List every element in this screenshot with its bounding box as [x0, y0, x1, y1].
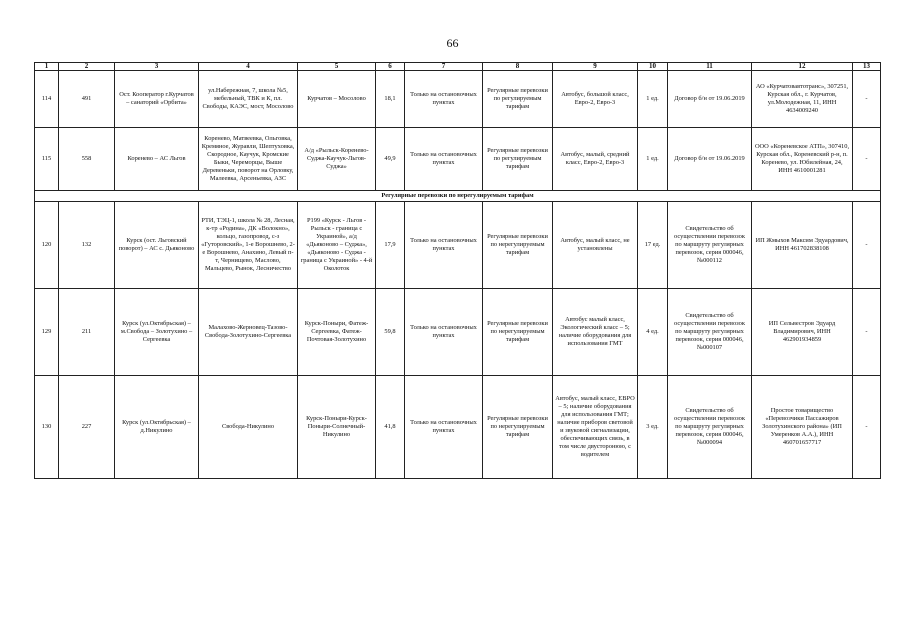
- intermediate-stops: Коренево, Матвеевка, Ольговка, Кремяное, Журавли, Шептуховка, Скородное, Каучук, Кромские Быки, Череморцы, Выше Деревеньки, поворот на Орловку, Малеевка, Арсеньевка, АЗС: [199, 128, 298, 191]
- transport-type: Регулярные перевозки по нерегулируемым тарифам: [483, 376, 553, 479]
- route-streets: Р199 «Курск - Льгов - Рыльск - граница с Украиной», а/д «Дьяконово – Суджа», «Дьяконово - Суджа - граница с Украиной» - 4-й Околоток: [298, 202, 376, 289]
- header-cell: 13: [853, 63, 881, 71]
- vehicle-class: Автобус, большой класс, Евро-2, Евро-3: [553, 71, 638, 128]
- notes: -: [853, 376, 881, 479]
- registry-number: 132: [59, 202, 115, 289]
- notes: -: [853, 289, 881, 376]
- route-length: 49,9: [376, 128, 405, 191]
- vehicle-count: 4 ед.: [638, 289, 668, 376]
- registry-number: 227: [59, 376, 115, 479]
- routes-table: [34, 62, 881, 479]
- route-number: 115: [35, 128, 59, 191]
- table-row: [35, 289, 881, 376]
- transport-type: Регулярные перевозки по нерегулируемым тарифам: [483, 202, 553, 289]
- registry-number: 558: [59, 128, 115, 191]
- transport-type: Регулярные перевозки по нерегулируемым тарифам: [483, 289, 553, 376]
- contract: Договор б/н от 19.06.2019: [668, 128, 752, 191]
- header-row: [35, 63, 881, 71]
- header-cell: 1: [35, 63, 59, 71]
- transport-type: Регулярные перевозки по регулируемым тарифам: [483, 71, 553, 128]
- table-row: [35, 376, 881, 479]
- route-number: 120: [35, 202, 59, 289]
- route-name: Курск (ул.Октябрьская) – м.Свобода – Золотухино – Сергеевка: [115, 289, 199, 376]
- route-length: 18,1: [376, 71, 405, 128]
- carrier: ИП Жмыхов Максим Эдуардович, ИНН 461702838108: [752, 202, 853, 289]
- registry-number: 211: [59, 289, 115, 376]
- route-length: 59,8: [376, 289, 405, 376]
- page-number: 66: [446, 36, 459, 50]
- section-row: [35, 191, 881, 202]
- contract: Свидетельство об осуществлении перевозок по маршруту регулярных перевозок, серия 000046, №000112: [668, 202, 752, 289]
- notes: -: [853, 128, 881, 191]
- section-title: Регулярные перевозки по нерегулируемым тарифам: [35, 191, 881, 202]
- route-number: 130: [35, 376, 59, 479]
- route-name: Курск (ул.Октябрьская) – д.Никулино: [115, 376, 199, 479]
- carrier: АО «Курчатовавтотранс», 307251, Курская обл., г. Курчатов, ул.Молодежная, 11, ИНН 4634009240: [752, 71, 853, 128]
- vehicle-class: Автобус, малый, средний класс, Евро-2, Евро-3: [553, 128, 638, 191]
- carrier: ООО «Кореневское АТП», 307410, Курская обл., Кореневский р-н, п. Коренево, ул. Юбилейная, 24, ИНН 4610001281: [752, 128, 853, 191]
- header-cell: 8: [483, 63, 553, 71]
- boarding-procedure: Только на остановочных пунктах: [405, 376, 483, 479]
- route-streets: Курск-Поныри-Курск-Поныри-Солнечный-Никулино: [298, 376, 376, 479]
- header-cell: 2: [59, 63, 115, 71]
- header-cell: 9: [553, 63, 638, 71]
- table-row: [35, 128, 881, 191]
- vehicle-count: 17 ед.: [638, 202, 668, 289]
- header-cell: 4: [199, 63, 298, 71]
- route-name: Ост. Кооператор г.Курчатов – санаторий «Орбита»: [115, 71, 199, 128]
- route-length: 41,8: [376, 376, 405, 479]
- route-streets: Курчатов – Мосолово: [298, 71, 376, 128]
- carrier: Простое товарищество «Перевозчики Пассажиров Золотухинского района» (ИП Умеренков А.А.), ИНН 460701657717: [752, 376, 853, 479]
- route-number: 114: [35, 71, 59, 128]
- contract: Свидетельство об осуществлении перевозок по маршруту регулярных перевозок, серия 000046, №000094: [668, 376, 752, 479]
- carrier: ИП Сельвестров Эдуард Владимирович, ИНН 462901934859: [752, 289, 853, 376]
- route-streets: Курск-Поныри, Фатеж-Сергеевка, Фатеж-Почтовая-Золотухино: [298, 289, 376, 376]
- vehicle-class: Автобус, малый класс, не установлены: [553, 202, 638, 289]
- table-row: [35, 202, 881, 289]
- header-cell: 11: [668, 63, 752, 71]
- contract: Договор б/н от 19.06.2019: [668, 71, 752, 128]
- header-cell: 12: [752, 63, 853, 71]
- header-cell: 6: [376, 63, 405, 71]
- vehicle-count: 1 ед.: [638, 71, 668, 128]
- vehicle-count: 1 ед.: [638, 128, 668, 191]
- route-name: Курск (ост. Льговский поворот) – АС с. Дьяконово: [115, 202, 199, 289]
- header-cell: 3: [115, 63, 199, 71]
- intermediate-stops: Свобода-Никулино: [199, 376, 298, 479]
- boarding-procedure: Только на остановочных пунктах: [405, 202, 483, 289]
- notes: -: [853, 202, 881, 289]
- contract: Свидетельство об осуществлении перевозок по маршруту регулярных перевозок, серия 000046, №000107: [668, 289, 752, 376]
- transport-type: Регулярные перевозки по регулируемым тарифам: [483, 128, 553, 191]
- header-cell: 5: [298, 63, 376, 71]
- boarding-procedure: Только на остановочных пунктах: [405, 71, 483, 128]
- intermediate-stops: ул.Набережная, 7, школа №5, мебельный, ТВК и К, пл. Свободы, КАЭС, мост, Мосолово: [199, 71, 298, 128]
- boarding-procedure: Только на остановочных пунктах: [405, 289, 483, 376]
- notes: -: [853, 71, 881, 128]
- table-row: [35, 71, 881, 128]
- registry-number: 491: [59, 71, 115, 128]
- route-length: 17,9: [376, 202, 405, 289]
- intermediate-stops: Малахово-Жерновец-Тазово-Свобода-Золотухино-Сергеевка: [199, 289, 298, 376]
- route-name: Коренево – АС Льгов: [115, 128, 199, 191]
- header-cell: 7: [405, 63, 483, 71]
- vehicle-class: Автобус, малый класс, ЕВРО – 5; наличие оборудования для использования ГМТ; наличие приборов световой и звуковой сигнализации, обеспечивающих связь, в том числе двусторонюю, с водителем: [553, 376, 638, 479]
- route-streets: А/д «Рыльск-Коренево-Суджа-Каучук-Льгов-Суджа»: [298, 128, 376, 191]
- boarding-procedure: Только на остановочных пунктах: [405, 128, 483, 191]
- vehicle-count: 3 ед.: [638, 376, 668, 479]
- intermediate-stops: РТИ, ТЭЦ-1, школа № 28, Лесная, к-тр «Родина», ДК «Волокно», кольцо, газопровод, с-з «Гуторовский», 1-е Ворошнево, 2-е Ворошнево, Анахино, Левый п-т, Чернищево, Маслово, Мальцево, Рынок, Лесничество: [199, 202, 298, 289]
- route-number: 129: [35, 289, 59, 376]
- header-cell: 10: [638, 63, 668, 71]
- vehicle-class: Автобус малый класс, Экологический класс – 5; наличие оборудования для использования ГМТ: [553, 289, 638, 376]
